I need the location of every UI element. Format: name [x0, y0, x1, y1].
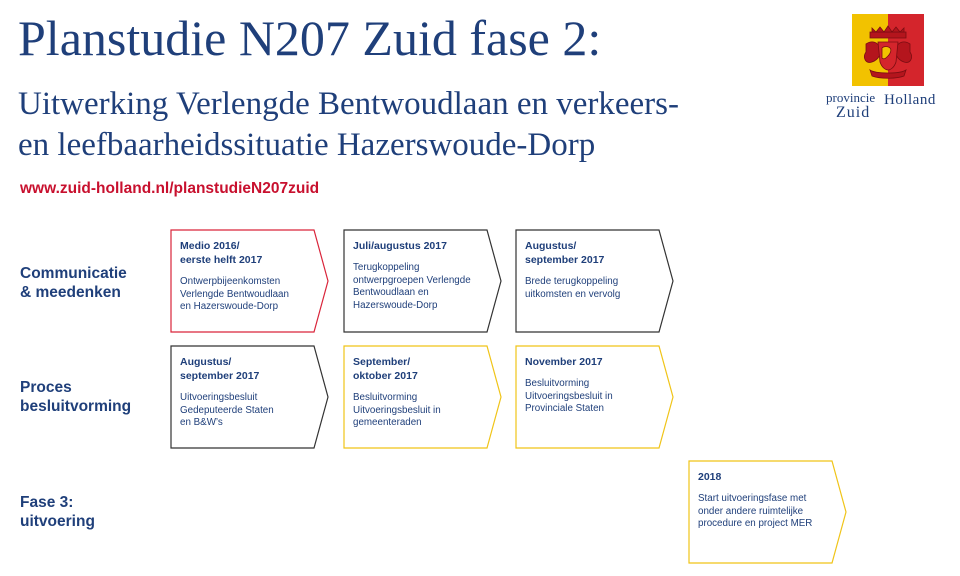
logo-word-provincie: provincie: [826, 90, 876, 105]
row-label-line: Proces: [20, 379, 72, 396]
box-description: Brede terugkoppeling uitkomsten en vervolg: [525, 276, 621, 300]
box-description: Besluitvorming Uitvoeringsbesluit in Provinciale Staten: [525, 378, 613, 414]
box-date: Juli/augustus 2017: [353, 240, 447, 252]
lion-crest-icon: [852, 14, 924, 86]
subtitle-line: en leefbaarheidssituatie Hazerswoude-Dorp: [18, 127, 596, 163]
row-label-line: & meedenken: [20, 284, 121, 301]
row-label-uitvoering: [20, 493, 160, 531]
timeline-box-medio-2016: [170, 229, 330, 333]
box-description: Ontwerpbijeenkomsten Verlengde Bentwoudlaan en Hazerswoude-Dorp: [180, 276, 289, 312]
box-date: September/ oktober 2017: [353, 356, 418, 382]
page-title: Planstudie N207 Zuid fase 2:: [18, 10, 602, 66]
flag-emblem: [852, 14, 924, 86]
timeline-box-augustus-september-2017-proces: [170, 345, 330, 449]
logo-word-holland: Holland: [884, 92, 936, 108]
box-date: Medio 2016/ eerste helft 2017: [180, 240, 263, 266]
row-label-communicatie: [20, 264, 160, 302]
provincie-logo: [822, 14, 960, 124]
timeline-box-november-2017: [515, 345, 675, 449]
timeline-box-augustus-september-2017-communicatie: [515, 229, 675, 333]
box-date: November 2017: [525, 356, 603, 368]
timeline-box-juli-augustus-2017: [343, 229, 503, 333]
subtitle-line: Uitwerking Verlengde Bentwoudlaan en verkeers-: [18, 86, 679, 122]
box-description: Terugkoppeling ontwerpgroepen Verlengde Bentwoudlaan en Hazerswoude-Dorp: [353, 262, 471, 311]
box-description: Start uitvoeringsfase met onder andere ruimtelijke procedure en project MER: [698, 493, 813, 529]
box-description: Uitvoeringsbesluit Gedeputeerde Staten en B&W’s: [180, 392, 274, 428]
box-description: Besluitvorming Uitvoeringsbesluit in gemeenteraden: [353, 392, 441, 428]
row-label-line: Fase 3:: [20, 494, 74, 511]
website-link[interactable]: www.zuid-holland.nl/planstudieN207zuid: [20, 180, 320, 197]
page-subtitle: [18, 84, 778, 166]
box-date: Augustus/ september 2017: [525, 240, 605, 266]
row-label-line: besluitvorming: [20, 398, 132, 415]
row-label-line: uitvoering: [20, 513, 95, 530]
box-date: Augustus/ september 2017: [180, 356, 260, 382]
row-label-besluitvorming: [20, 378, 160, 416]
logo-word-zuid: Zuid: [836, 104, 871, 121]
box-date: 2018: [698, 471, 722, 483]
timeline-box-2018: [688, 460, 848, 564]
timeline-box-september-oktober-2017: [343, 345, 503, 449]
row-label-line: Communicatie: [20, 265, 127, 282]
